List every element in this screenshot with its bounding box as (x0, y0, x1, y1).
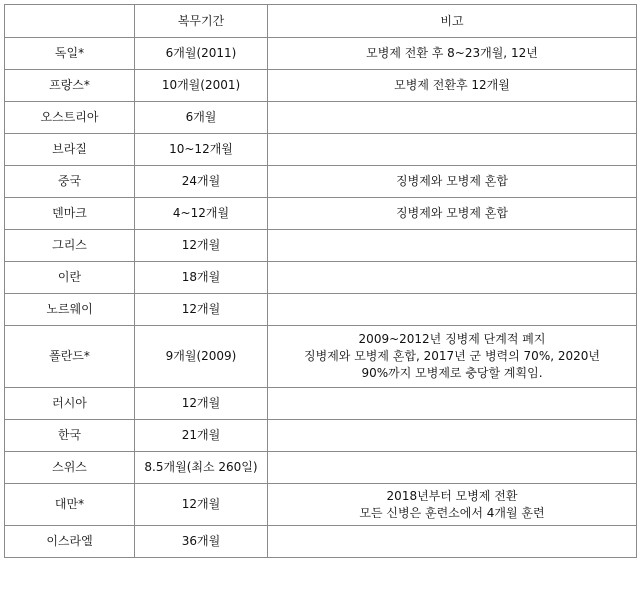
table-row (5, 294, 637, 326)
cell-country: 프랑스* (5, 70, 135, 102)
cell-note: 징병제와 모병제 혼합 (268, 198, 637, 230)
cell-country: 브라질 (5, 134, 135, 166)
service-period-table (4, 4, 637, 558)
cell-period: 9개월(2009) (135, 326, 268, 388)
cell-period: 12개월 (135, 388, 268, 420)
table-row (5, 38, 637, 70)
cell-country: 덴마크 (5, 198, 135, 230)
cell-note (268, 294, 637, 326)
cell-period: 10~12개월 (135, 134, 268, 166)
cell-period: 10개월(2001) (135, 70, 268, 102)
table-body (5, 38, 637, 558)
cell-note (268, 452, 637, 484)
cell-note: 2018년부터 모병제 전환 모든 신병은 훈련소에서 4개월 훈련 (268, 484, 637, 526)
cell-country: 노르웨이 (5, 294, 135, 326)
cell-country: 그리스 (5, 230, 135, 262)
cell-note: 모병제 전환 후 8~23개월, 12년 (268, 38, 637, 70)
cell-period: 6개월 (135, 102, 268, 134)
table-row (5, 262, 637, 294)
cell-note (268, 420, 637, 452)
cell-period: 6개월(2011) (135, 38, 268, 70)
table-row (5, 230, 637, 262)
cell-country: 한국 (5, 420, 135, 452)
cell-country: 이스라엘 (5, 526, 135, 558)
cell-period: 24개월 (135, 166, 268, 198)
table-row (5, 452, 637, 484)
table-row (5, 102, 637, 134)
table-row (5, 420, 637, 452)
cell-period: 12개월 (135, 230, 268, 262)
table-row (5, 484, 637, 526)
cell-country: 이란 (5, 262, 135, 294)
table-row (5, 166, 637, 198)
cell-country: 폴란드* (5, 326, 135, 388)
cell-note (268, 388, 637, 420)
cell-country: 오스트리아 (5, 102, 135, 134)
header-period: 복무기간 (135, 5, 268, 38)
cell-country: 독일* (5, 38, 135, 70)
cell-country: 스위스 (5, 452, 135, 484)
cell-note (268, 134, 637, 166)
cell-period: 18개월 (135, 262, 268, 294)
cell-note: 모병제 전환후 12개월 (268, 70, 637, 102)
cell-period: 36개월 (135, 526, 268, 558)
table-row (5, 70, 637, 102)
table-row (5, 198, 637, 230)
cell-note: 2009~2012년 징병제 단계적 폐지 징병제와 모병제 혼합, 2017년 군 병력의 70%, 2020년 90%까지 모병제로 충당할 계획임. (268, 326, 637, 388)
header-note: 비고 (268, 5, 637, 38)
table-row (5, 326, 637, 388)
cell-note (268, 262, 637, 294)
header-row (5, 5, 637, 38)
cell-period: 4~12개월 (135, 198, 268, 230)
cell-note (268, 230, 637, 262)
cell-note (268, 526, 637, 558)
cell-note: 징병제와 모병제 혼합 (268, 166, 637, 198)
table-row (5, 134, 637, 166)
cell-period: 8.5개월(최소 260일) (135, 452, 268, 484)
table-row (5, 526, 637, 558)
header-country (5, 5, 135, 38)
cell-period: 21개월 (135, 420, 268, 452)
cell-country: 러시아 (5, 388, 135, 420)
cell-country: 중국 (5, 166, 135, 198)
table-row (5, 388, 637, 420)
cell-period: 12개월 (135, 294, 268, 326)
cell-period: 12개월 (135, 484, 268, 526)
cell-note (268, 102, 637, 134)
cell-country: 대만* (5, 484, 135, 526)
